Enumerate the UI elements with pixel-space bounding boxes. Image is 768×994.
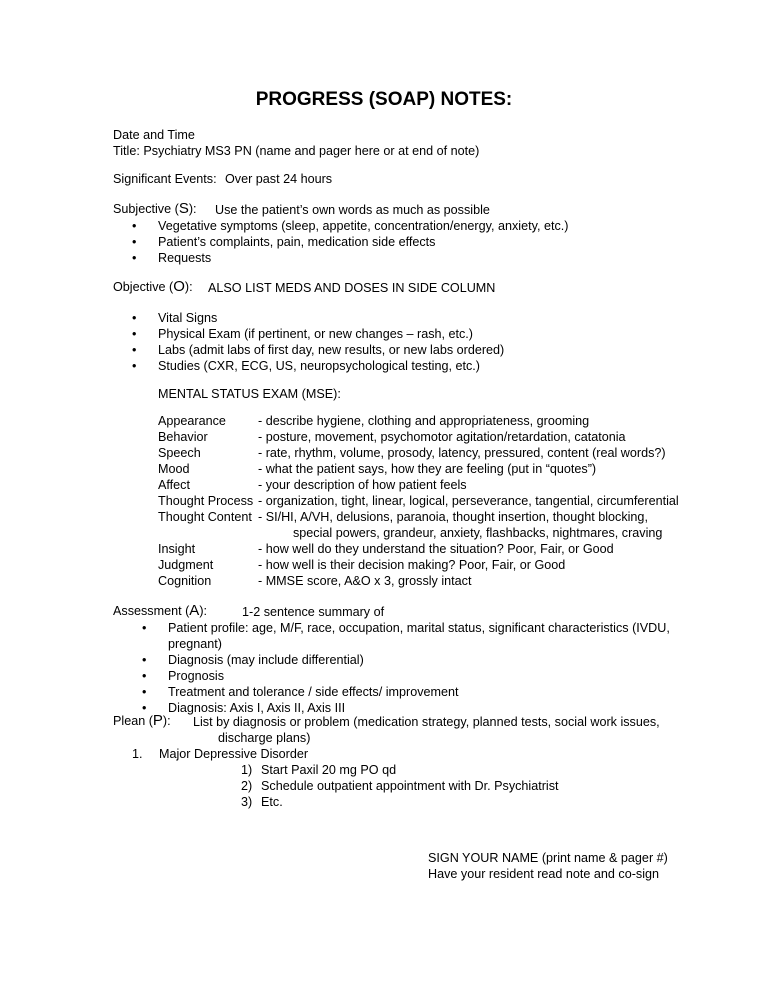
assessment-bullet-continuation: pregnant) xyxy=(168,637,222,651)
page-title: PROGRESS (SOAP) NOTES: xyxy=(255,89,513,110)
assessment-bullet: • Diagnosis (may include differential) xyxy=(168,652,364,668)
mse-term: Affect xyxy=(158,478,190,492)
signature-line: SIGN YOUR NAME (print name & pager #) xyxy=(428,851,668,865)
assessment-bullet: • Patient profile: age, M/F, race, occupation, marital status, significant characteristics (IVDU, xyxy=(168,620,670,636)
mse-row xyxy=(158,557,565,573)
mse-term: Thought Process xyxy=(158,494,254,508)
assessment-label: Assessment (A): xyxy=(113,602,208,619)
subjective-bullet: • Requests xyxy=(158,250,211,266)
mse-desc: - how well is their decision making? Poor, Fair, or Good xyxy=(258,558,566,572)
objective-bullet: • Physical Exam (if pertinent, or new changes – rash, etc.) xyxy=(158,326,473,342)
significant-events-text: Over past 24 hours xyxy=(225,172,333,186)
mse-term: Appearance xyxy=(158,414,226,428)
date-time-line: Date and Time xyxy=(113,128,195,142)
mse-term: Judgment xyxy=(158,558,214,572)
subjective-bullet: • Patient’s complaints, pain, medication side effects xyxy=(158,234,435,250)
mse-desc: - posture, movement, psychomotor agitation/retardation, catatonia xyxy=(258,430,626,444)
mse-row xyxy=(158,573,471,589)
plan-instruction-continuation: discharge plans) xyxy=(218,731,311,745)
mse-term: Thought Content xyxy=(158,510,252,524)
objective-bullet: • Vital Signs xyxy=(158,310,217,326)
mse-desc: - your description of how patient feels xyxy=(258,478,467,492)
mse-row xyxy=(158,477,467,493)
mse-row xyxy=(158,445,666,461)
mse-heading: MENTAL STATUS EXAM (MSE): xyxy=(158,387,341,401)
cosign-line: Have your resident read note and co-sign xyxy=(428,867,660,881)
mse-row xyxy=(158,461,596,477)
subjective-bullet: • Vegetative symptoms (sleep, appetite, concentration/energy, anxiety, etc.) xyxy=(158,218,568,234)
objective-label: Objective (O): xyxy=(113,278,193,295)
mse-desc: - describe hygiene, clothing and appropriateness, grooming xyxy=(258,414,590,428)
plan-instruction: List by diagnosis or problem (medication strategy, planned tests, social work issues, xyxy=(193,715,660,729)
mse-term: Insight xyxy=(158,542,196,556)
mse-desc: - SI/HI, A/VH, delusions, paranoia, thought insertion, thought blocking, xyxy=(258,510,648,524)
mse-term: Speech xyxy=(158,446,201,460)
plan-subitem: 1) Start Paxil 20 mg PO qd xyxy=(241,763,397,777)
mse-desc: - how well do they understand the situation? Poor, Fair, or Good xyxy=(258,542,614,556)
plan-subitem: 2) Schedule outpatient appointment with Dr. Psychiatrist xyxy=(241,779,559,793)
mse-row xyxy=(158,429,626,445)
mse-desc: - what the patient says, how they are feeling (put in “quotes”) xyxy=(258,462,597,476)
mse-desc: - MMSE score, A&O x 3, grossly intact xyxy=(258,574,472,588)
assessment-instruction: 1-2 sentence summary of xyxy=(242,605,385,619)
subjective-instruction: Use the patient’s own words as much as possible xyxy=(215,203,490,217)
mse-row-continuation: special powers, grandeur, anxiety, flashbacks, nightmares, craving xyxy=(293,526,663,540)
mse-term: Cognition xyxy=(158,574,212,588)
mse-row xyxy=(158,493,679,509)
assessment-bullet: • Diagnosis: Axis I, Axis II, Axis III xyxy=(168,700,345,716)
objective-instruction: ALSO LIST MEDS AND DOSES IN SIDE COLUMN xyxy=(208,281,496,295)
mse-row xyxy=(158,541,614,557)
mse-desc: - rate, rhythm, volume, prosody, latency, pressured, content (real words?) xyxy=(258,446,666,460)
assessment-bullet: • Treatment and tolerance / side effects/ improvement xyxy=(168,684,459,700)
mse-row xyxy=(158,413,589,429)
objective-bullet: • Labs (admit labs of first day, new results, or new labs ordered) xyxy=(158,342,504,358)
mse-term: Behavior xyxy=(158,430,208,444)
subjective-label: Subjective (S): xyxy=(113,200,197,217)
note-title-line: Title: Psychiatry MS3 PN (name and pager here or at end of note) xyxy=(113,144,480,158)
plan-subitem: 3) Etc. xyxy=(241,795,283,809)
mse-desc: - organization, tight, linear, logical, perseverance, tangential, circumferential xyxy=(258,494,679,508)
significant-events-label: Significant Events: xyxy=(113,172,217,186)
objective-bullet: • Studies (CXR, ECG, US, neuropsychological testing, etc.) xyxy=(158,358,480,374)
mse-term: Mood xyxy=(158,462,190,476)
plan-label: Plean (P): xyxy=(113,712,171,729)
mse-row xyxy=(158,509,648,525)
assessment-bullet: • Prognosis xyxy=(168,668,224,684)
plan-item: 1. Major Depressive Disorder xyxy=(132,747,309,761)
